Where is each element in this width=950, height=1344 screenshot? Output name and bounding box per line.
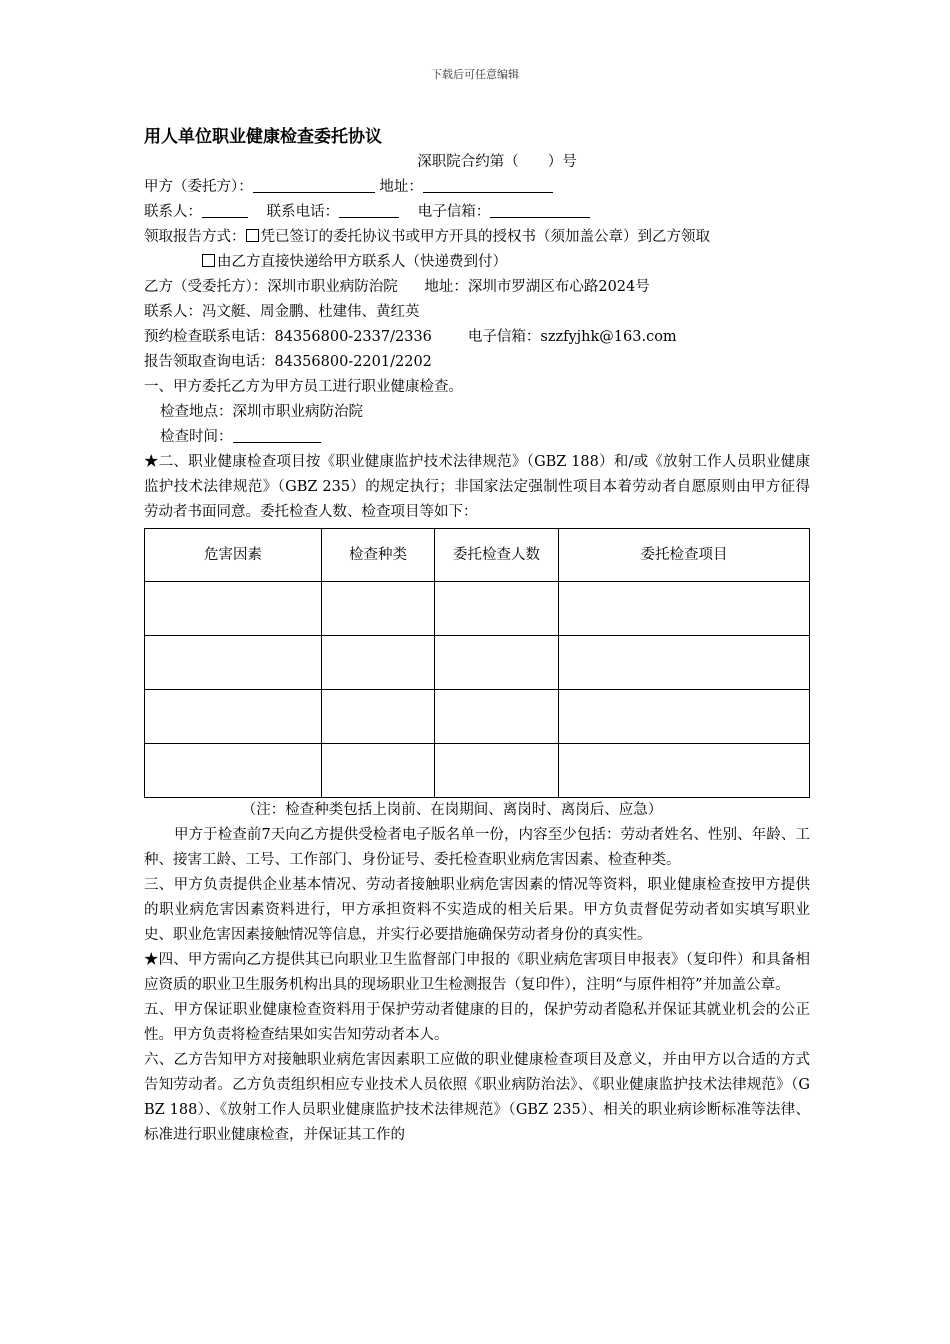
table-cell[interactable] — [435, 744, 559, 798]
roster-paragraph: 甲方于检查前7天向乙方提供受检者电子版名单一份，内容至少包括：劳动者姓名、性别、年龄、工种、接害工龄、工号、工作部门、身份证号、委托检查职业病危害因素、检查种类。 — [144, 827, 810, 868]
table-cell[interactable] — [145, 690, 322, 744]
report-phone: 报告领取查询电话：84356800-2201/2202 — [144, 354, 432, 370]
table-cell[interactable] — [322, 690, 435, 744]
page-title: 用人单位职业健康检查委托协议 — [144, 127, 382, 147]
report-method-line — [144, 225, 810, 250]
table-cell[interactable] — [435, 690, 559, 744]
party-b-address: 深圳市罗湖区布心路2024号 — [467, 279, 650, 295]
table-cell[interactable] — [322, 636, 435, 690]
party-b-line — [144, 275, 810, 300]
report-option-pickup: 凭已签订的委托协议书或甲方开具的授权书（须加盖公章）到乙方领取 — [260, 229, 710, 245]
table-row — [145, 744, 810, 798]
contract-number: 深职院合约第（ ）号 — [417, 154, 577, 170]
section-5: 五、甲方保证职业健康检查资料用于保护劳动者健康的目的，保护劳动者隐私并保证其就业机会的公正性。甲方负责将检查结果如实告知劳动者本人。 — [144, 1002, 810, 1043]
table-cell[interactable] — [559, 690, 810, 744]
table-cell[interactable] — [559, 744, 810, 798]
contact-label: 联系人： — [144, 204, 202, 220]
report-method-line-2 — [144, 250, 810, 275]
header-hazard-factor: 危害因素 — [145, 529, 322, 582]
table-cell[interactable] — [435, 582, 559, 636]
table-header-row — [145, 529, 810, 582]
header-exam-type: 检查种类 — [322, 529, 435, 582]
agreement-body — [144, 124, 810, 1148]
party-b-label: 乙方（受委托方）： — [144, 279, 268, 295]
table-cell[interactable] — [322, 582, 435, 636]
table-row — [145, 636, 810, 690]
party-a-address-field[interactable] — [423, 176, 553, 193]
table-cell[interactable] — [559, 582, 810, 636]
section-3: 三、甲方负责提供企业基本情况、劳动者接触职业病危害因素的情况等资料，职业健康检查按甲方提供的职业病危害因素资料进行，甲方承担资料不实造成的相关后果。甲方负责督促劳动者如实填写职业史、职业危害因素接触情况等信息，并实行必要措施确保劳动者身份的真实性。 — [144, 877, 810, 943]
party-a-label: 甲方（委托方）： — [144, 179, 253, 195]
party-a-name-field[interactable] — [253, 176, 375, 193]
email-field[interactable] — [490, 201, 590, 218]
section-4: ★四、甲方需向乙方提供其已向职业卫生监督部门申报的《职业病危害项目申报表》（复印件）和具备相应资质的职业卫生服务机构出具的现场职业卫生检测报告（复印件），注明“与原件相符”并加盖公章。 — [144, 952, 810, 993]
party-b-contacts: 联系人：冯文艇、周金鹏、杜建伟、黄红英 — [144, 304, 420, 320]
table-cell[interactable] — [145, 744, 322, 798]
table-cell[interactable] — [145, 582, 322, 636]
table-row — [145, 690, 810, 744]
header-exam-count: 委托检查人数 — [435, 529, 559, 582]
header-exam-items: 委托检查项目 — [559, 529, 810, 582]
party-b-email: 电子信箱：szzfyjhk@163.com — [467, 329, 677, 345]
table-cell[interactable] — [145, 636, 322, 690]
section-1: 一、甲方委托乙方为甲方员工进行职业健康检查。 — [144, 379, 463, 395]
table-cell[interactable] — [322, 744, 435, 798]
email-label: 电子信箱： — [417, 204, 491, 220]
party-b-address-label: 地址： — [424, 279, 468, 295]
table-note: （注：检查种类包括上岗前、在岗期间、离岗时、离岗后、应急） — [241, 802, 663, 818]
header-note: 下载后可任意编辑 — [431, 68, 519, 81]
exam-time-line — [144, 425, 810, 450]
table-cell[interactable] — [559, 636, 810, 690]
phone-field[interactable] — [339, 201, 399, 218]
checkbox-pickup[interactable] — [246, 229, 259, 242]
report-method-label: 领取报告方式： — [144, 229, 246, 245]
exam-time-field[interactable] — [233, 426, 321, 443]
party-a-address-label: 地址： — [379, 179, 423, 195]
exam-time-label: 检查时间： — [160, 429, 233, 445]
report-option-express: 由乙方直接快递给甲方联系人（快递费到付） — [217, 254, 507, 270]
party-b-name: 深圳市职业病防治院 — [267, 279, 398, 295]
table-row — [145, 582, 810, 636]
booking-phone: 预约检查联系电话：84356800-2337/2336 — [144, 329, 432, 345]
checkbox-express[interactable] — [202, 254, 215, 267]
party-a-line — [144, 175, 810, 200]
exam-location: 检查地点：深圳市职业病防治院 — [160, 404, 363, 420]
phone-label: 联系电话： — [266, 204, 340, 220]
booking-line — [144, 325, 810, 350]
exam-items-table — [144, 528, 810, 798]
contact-field[interactable] — [202, 201, 248, 218]
section-2: ★二、职业健康检查项目按《职业健康监护技术法律规范》（GBZ 188）和/或《放射工作人员职业健康监护技术法律规范》（GBZ 235）的规定执行；非国家法定强制性项目本着劳动者自愿原则由甲方征得劳动者书面同意。委托检查人数、检查项目等如下： — [144, 454, 810, 520]
table-cell[interactable] — [435, 636, 559, 690]
section-6: 六、乙方告知甲方对接触职业病危害因素职工应做的职业健康检查项目及意义，并由甲方以合适的方式告知劳动者。乙方负责组织相应专业技术人员依照《职业病防治法》、《职业健康监护技术法律规范》（GBZ 188）、《放射工作人员职业健康监护技术法律规范》（GBZ 235）、相关的职业病诊断标准等法律、标准进行职业健康检查，并保证其工作的 — [144, 1052, 810, 1143]
party-a-contact-line — [144, 200, 810, 225]
